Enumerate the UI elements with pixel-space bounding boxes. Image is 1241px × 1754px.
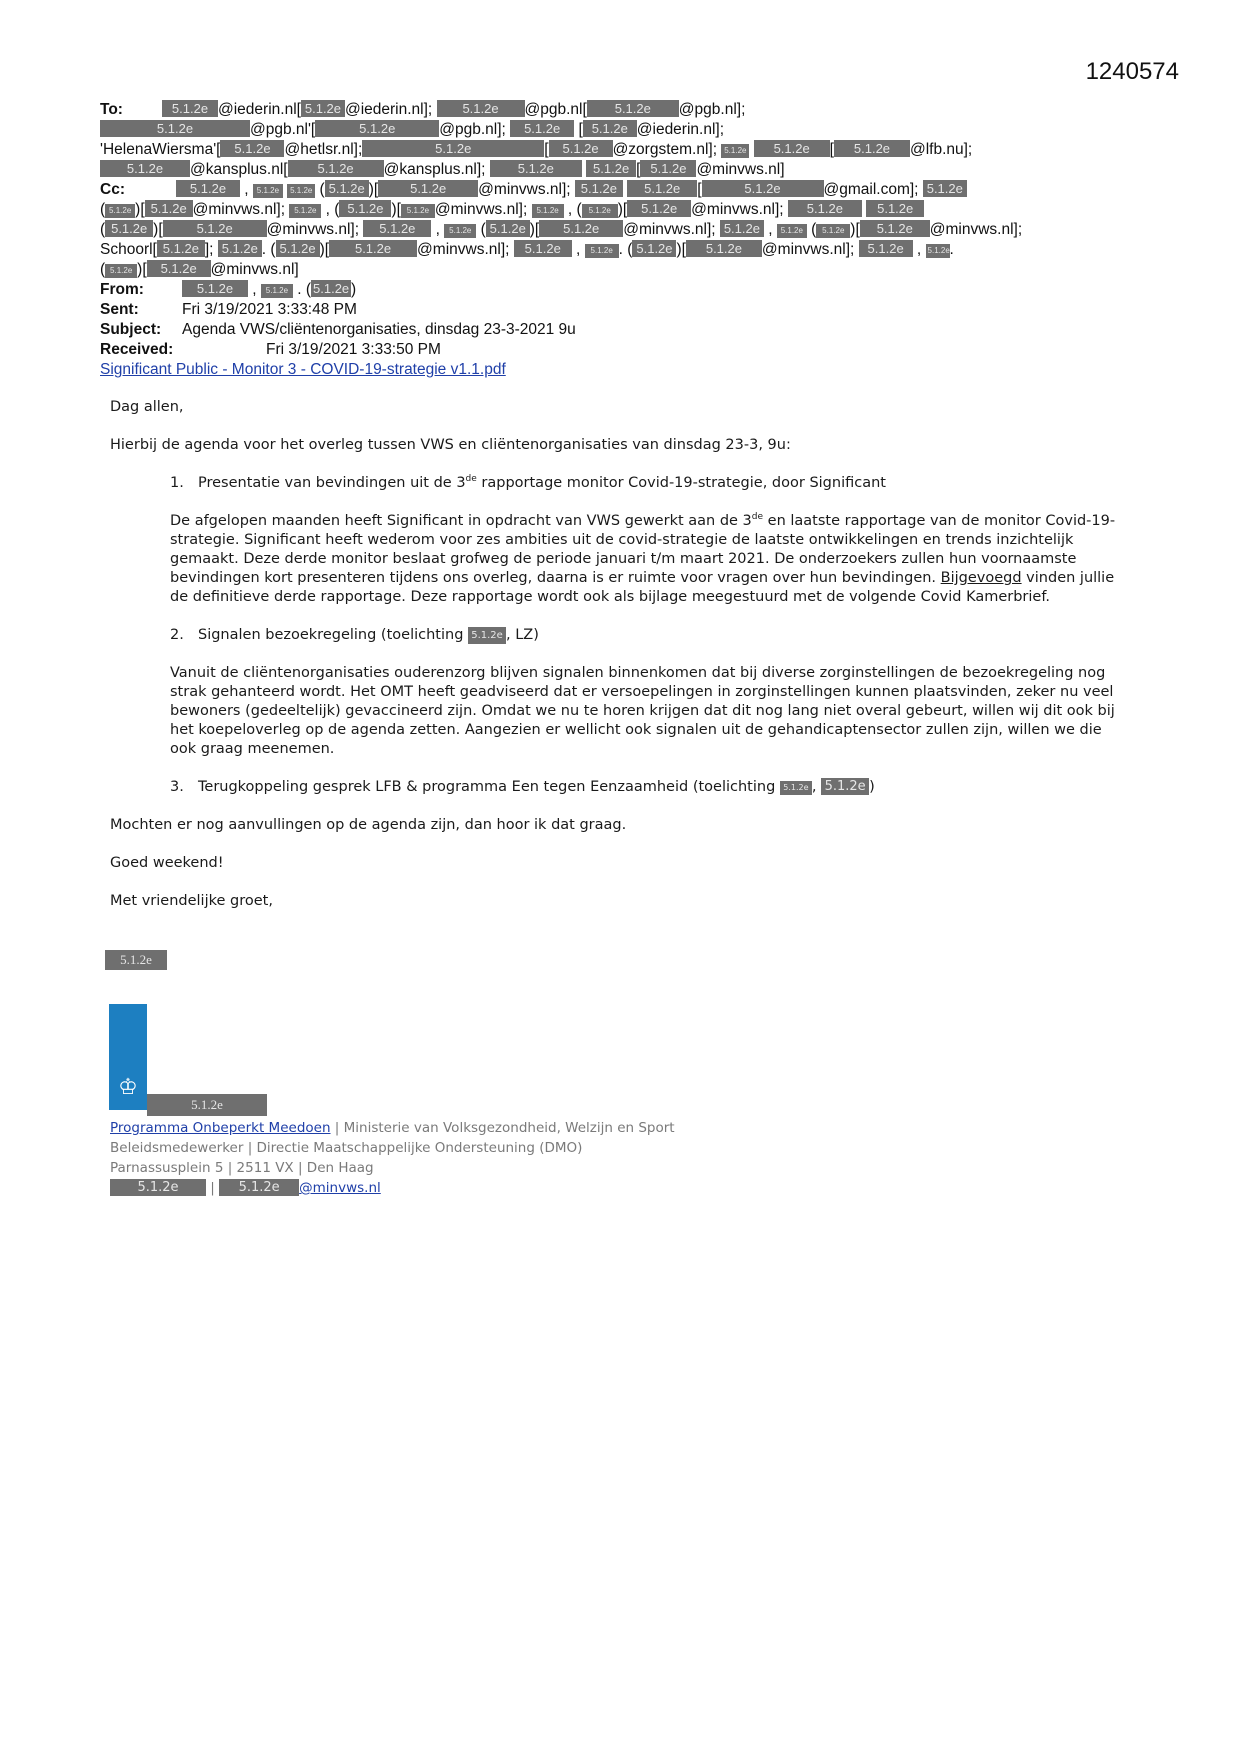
redaction: 5.1.2e <box>640 160 696 177</box>
agenda-item-1-text: De afgelopen maanden heeft Significant in opdracht van VWS gewerkt aan de 3de en laatste rapportage van de monitor Covid-19-strategie. Significant heeft wederom voor zes ambities uit de covid-strategie de laatste ontwikkelingen en trends inzichtelijk gemaakt. Deze derde monitor beslaat grofweg de periode januari t/m maart 2021. De onderzoekers zullen hun voornaamste bevindingen kort presenteren tijdens ons overleg, daarna is er ruimte voor vragen over hun bevindingen. Bijgevoegd vinden jullie de definitieve derde rapportage. Deze rapportage wordt ook als bijlage meegestuurd met de volgende Covid Kamerbrief. <box>170 512 1116 605</box>
redaction: 5.1.2e <box>486 220 530 237</box>
redaction: 5.1.2e <box>437 100 525 117</box>
redaction: 5.1.2e <box>583 120 637 137</box>
crown-emblem-icon: ♔ <box>118 1074 138 1099</box>
redaction: 5.1.2e <box>627 200 691 217</box>
redaction: 5.1.2e <box>362 140 544 157</box>
to-line-4: 5.1.2e @kansplus.nl[ 5.1.2e @kansplus.nl]; 5.1.2e 5.1.2e [ 5.1.2e @minvws.nl] <box>100 160 1140 180</box>
signature-role: Beleidsmedewerker | Directie Maatschappelijke Ondersteuning (DMO) <box>110 1140 583 1156</box>
redaction: 5.1.2e <box>363 220 431 237</box>
bijgevoegd-link[interactable]: Bijgevoegd <box>940 570 1022 586</box>
sent-label: Sent: <box>100 301 139 318</box>
redaction: 5.1.2e <box>586 160 636 177</box>
agenda-item-2-text: Vanuit de cliëntenorganisaties ouderenzorg blijven signalen binnenkomen dat bij diverse zorginstellingen de bezoekregeling nog strak gehanteerd wordt. Het OMT heeft geadviseerd dat er versoepelingen in zorginstellingen kunnen plaatsvinden, zeker nu veel bewoners (gedeeltelijk) gevaccineerd zijn. Omdat we nu te horen krijgen dat dit nog lang niet overal gebeurt, willen wij dit ook bij het koepeloverleg op de agenda zetten. Aangezien er wellicht ook signalen uit de gehandicaptensector zullen zijn, willen we die ook graag meenemen. <box>170 665 1115 757</box>
redaction: 5.1.2e <box>301 100 345 117</box>
signature-address: Parnassusplein 5 | 2511 VX | Den Haag <box>110 1160 374 1176</box>
redaction: 5.1.2e <box>288 160 384 177</box>
subject-line <box>100 320 1140 340</box>
received-label: Received: <box>100 341 174 358</box>
redaction: 5.1.2e <box>780 781 812 795</box>
redaction: 5.1.2e <box>289 204 321 218</box>
from-label: From: <box>100 281 144 298</box>
redaction: 5.1.2e <box>220 140 284 157</box>
redaction: 5.1.2e <box>105 264 137 278</box>
program-link[interactable]: Programma Onbeperkt Meedoen <box>110 1120 331 1136</box>
redaction: 5.1.2e <box>539 220 623 237</box>
redaction: 5.1.2e <box>157 240 205 257</box>
redaction: 5.1.2e <box>276 240 320 257</box>
redaction: 5.1.2e <box>532 204 564 218</box>
email-signature <box>110 1118 675 1198</box>
redaction: 5.1.2e <box>163 220 267 237</box>
closing-request: Mochten er nog aanvullingen op de agenda zijn, dan hoor ik dat graag. <box>110 817 627 833</box>
redaction: 5.1.2e <box>686 240 762 257</box>
redaction: 5.1.2e <box>339 200 391 217</box>
redaction: 5.1.2e <box>444 224 476 238</box>
redaction: 5.1.2e <box>401 204 435 218</box>
redaction: 5.1.2e <box>105 220 153 237</box>
to-line-3: 'HelenaWiersma'[ 5.1.2e @hetlsr.nl]; 5.1.2e [ 5.1.2e @zorgstem.nl]; 5.1.2e 5.1.2e [ 5.1.2e @lfb.nu]; <box>100 141 973 158</box>
redaction: 5.1.2e <box>632 240 676 257</box>
email-header <box>100 100 1140 380</box>
attachment-line <box>100 360 1140 380</box>
cc-line-1: Cc: 5.1.2e , 5.1.2e 5.1.2e ( 5.1.2e )[ 5.1.2e @minvws.nl]; 5.1.2e 5.1.2e [ 5.1.2e @gmail.com]; 5.1.2e <box>100 180 1140 200</box>
cc-line-5: ( 5.1.2e )[ 5.1.2e @minvws.nl] <box>100 261 299 278</box>
redaction: 5.1.2e <box>834 140 910 157</box>
redaction: 5.1.2e <box>313 281 350 296</box>
document-id: 1240574 <box>1085 58 1179 85</box>
redaction: 5.1.2e <box>510 120 574 137</box>
redaction: 5.1.2e <box>162 100 218 117</box>
redaction: 5.1.2e <box>549 140 613 157</box>
email-body <box>110 398 1130 930</box>
redaction: 5.1.2e <box>821 778 869 795</box>
redaction: 5.1.2e <box>702 180 824 197</box>
redaction: 5.1.2e <box>926 244 950 258</box>
redaction: 5.1.2e <box>105 204 135 218</box>
redaction: 5.1.2e <box>514 240 572 257</box>
cc-line-2: ( 5.1.2e )[ 5.1.2e @minvws.nl]; 5.1.2e , ( 5.1.2e )[ 5.1.2e @minvws.nl]; 5.1.2e , ( 5.1.2e )[ 5.1.2e @minvws.nl]; 5.1.2e 5.1.2e <box>100 200 1140 220</box>
attachment-link[interactable]: Significant Public - Monitor 3 - COVID-19-strategie v1.1.pdf <box>100 361 506 378</box>
redaction: 5.1.2e <box>468 627 506 644</box>
from-line: From: 5.1.2e , 5.1.2e . ( 5.1.2e ) <box>100 281 357 298</box>
agenda-item-2: 2. Signalen bezoekregeling (toelichting 5.1.2e , LZ) <box>170 627 539 643</box>
redaction: 5.1.2e <box>777 224 807 238</box>
redaction: 5.1.2e <box>315 120 439 137</box>
agenda-item-1: 1. Presentatie van bevindingen uit de 3de rapportage monitor Covid-19-strategie, door Significant <box>170 474 886 491</box>
redaction: 5.1.2e <box>721 144 749 158</box>
redaction: 5.1.2e <box>627 180 697 197</box>
redaction: 5.1.2e <box>176 180 240 197</box>
redaction: 5.1.2e <box>182 280 248 297</box>
to-line-2: 5.1.2e @pgb.nl'[ 5.1.2e @pgb.nl]; 5.1.2e [ 5.1.2e @iederin.nl]; <box>100 120 1140 140</box>
received-line <box>100 340 1140 360</box>
redaction: 5.1.2e <box>720 220 764 237</box>
redaction: 5.1.2e <box>147 260 211 277</box>
redaction: 5.1.2e <box>866 200 924 217</box>
closing-weekend: Goed weekend! <box>110 855 224 871</box>
redaction: 5.1.2e <box>325 180 369 197</box>
cc-line-3: ( 5.1.2e )[ 5.1.2e @minvws.nl]; 5.1.2e , 5.1.2e ( 5.1.2e )[ 5.1.2e @minvws.nl]; 5.1.2e , 5.1.2e ( 5.1.2e )[ 5.1.2e @minvws.nl]; <box>100 221 1023 238</box>
redaction: 5.1.2e <box>378 180 478 197</box>
sender-name-redacted: 5.1.2e <box>147 1094 267 1116</box>
intro: Hierbij de agenda voor het overleg tussen VWS en cliëntenorganisaties van dinsdag 23-3, 9u: <box>110 437 791 453</box>
redaction: 5.1.2e <box>788 200 862 217</box>
cc-label: Cc: <box>100 181 125 198</box>
redaction: 5.1.2e <box>490 160 582 177</box>
redaction: 5.1.2e <box>261 284 293 298</box>
sent-line <box>100 300 1140 320</box>
redaction: 5.1.2e <box>575 180 623 197</box>
redaction: 5.1.2e <box>100 120 250 137</box>
agenda-item-3: 3. Terugkoppeling gesprek LFB & programma Een tegen Eenzaamheid (toelichting 5.1.2e , 5.1.2e ) <box>170 779 875 795</box>
redaction: 5.1.2e <box>145 200 193 217</box>
subject-value: Agenda VWS/cliëntenorganisaties, dinsdag 23-3-2021 9u <box>182 321 576 338</box>
redaction: 5.1.2e <box>582 204 618 218</box>
subject-label: Subject: <box>100 321 162 338</box>
sent-value: Fri 3/19/2021 3:33:48 PM <box>182 301 357 318</box>
to-label: To: <box>100 101 123 118</box>
received-value: Fri 3/19/2021 3:33:50 PM <box>266 341 441 358</box>
redaction: 5.1.2e <box>253 184 283 198</box>
redaction: 5.1.2e <box>287 184 315 198</box>
redaction: 5.1.2e <box>859 240 913 257</box>
redaction: 5.1.2e <box>923 180 967 197</box>
redaction: 5.1.2e <box>585 244 619 258</box>
redaction: 5.1.2e <box>816 224 850 238</box>
redaction: 5.1.2e <box>587 100 679 117</box>
greeting: Dag allen, <box>110 399 184 415</box>
redaction: 5.1.2e <box>329 240 417 257</box>
redaction: 5.1.2e <box>218 240 262 257</box>
signature-line-1: Programma Onbeperkt Meedoen | Ministerie van Volksgezondheid, Welzijn en Sport <box>110 1120 675 1136</box>
cc-line-4: Schoorl[ 5.1.2e ]; 5.1.2e . ( 5.1.2e )[ 5.1.2e @minvws.nl]; 5.1.2e , 5.1.2e . ( 5.1.2e )[ 5.1.2e @minvws.nl]; 5.1.2e , 5.1.2e. <box>100 241 954 258</box>
signature-contact: 5.1.2e | 5.1.2e @minvws.nl <box>110 1178 675 1198</box>
redaction: 5.1.2e <box>860 220 930 237</box>
closing-greeting: Met vriendelijke groet, <box>110 893 273 909</box>
to-line-1: To: 5.1.2e @iederin.nl[ 5.1.2e @iederin.nl]; 5.1.2e @pgb.nl[ 5.1.2e @pgb.nl]; <box>100 101 746 118</box>
redaction: 5.1.2e <box>754 140 830 157</box>
redaction: 5.1.2e <box>100 160 190 177</box>
signer-name: 5.1.2e <box>105 950 167 970</box>
email-link[interactable]: @minvws.nl <box>299 1180 381 1196</box>
